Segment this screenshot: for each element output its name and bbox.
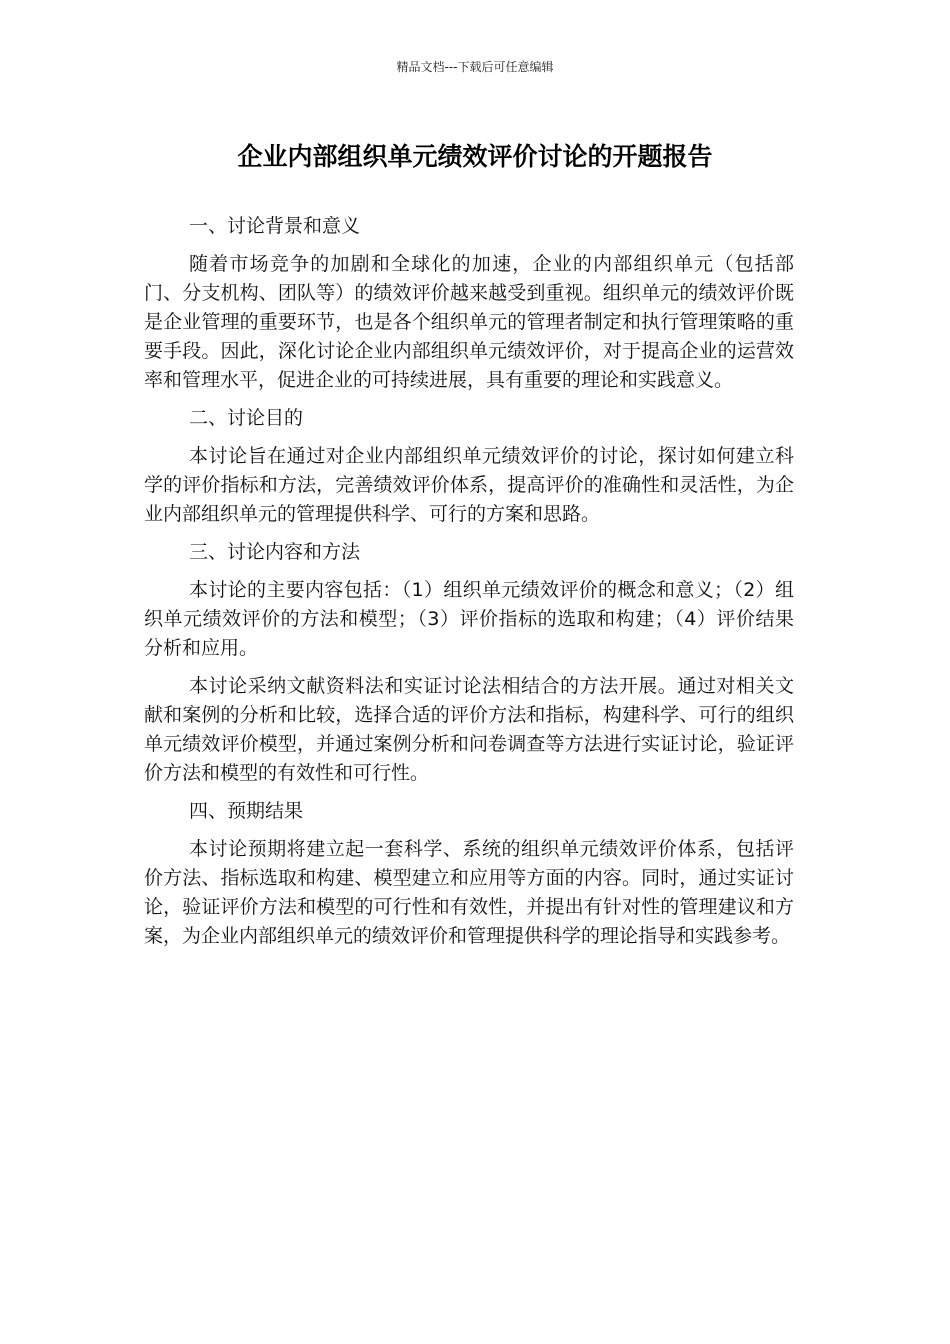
- section-heading: 四、预期结果: [189, 800, 304, 822]
- paragraph: 本讨论预期将建立起一套科学、系统的组织单元绩效评价体系，包括评价方法、指标选取和构建、模型建立和应用等方面的内容。同时，通过实证讨论，验证评价方法和模型的可行性和有效性，并提出有针对性的管理建议和方案，为企业内部组织单元的绩效评价和管理提供科学的理论指导和实践参考。: [144, 838, 794, 947]
- paragraph: 本讨论采纳文献资料法和实证讨论法相结合的方法开展。通过对相关文献和案例的分析和比较，选择合适的评价方法和指标，构建科学、可行的组织单元绩效评价模型，并通过案例分析和问卷调查等方法进行实证讨论，验证评价方法和模型的有效性和可行性。: [144, 675, 794, 784]
- paragraph: 本讨论的主要内容包括：（1）组织单元绩效评价的概念和意义；（2）组织单元绩效评价的方法和模型；（3）评价指标的选取和构建；（4）评价结果分析和应用。: [144, 579, 794, 659]
- document-body: [144, 212, 794, 960]
- section-background: [144, 212, 794, 395]
- section-heading: 一、讨论背景和意义: [189, 215, 361, 237]
- document-title: 企业内部组织单元绩效评价讨论的开题报告: [237, 142, 713, 171]
- section-purpose: [144, 404, 794, 529]
- section-content-methods: [144, 538, 794, 788]
- section-heading: 二、讨论目的: [189, 407, 304, 429]
- header-note: 精品文档---下载后可任意编辑: [396, 60, 554, 74]
- section-heading: 三、讨论内容和方法: [189, 541, 361, 563]
- paragraph: 随着市场竞争的加剧和全球化的加速，企业的内部组织单元（包括部门、分支机构、团队等）的绩效评价越来越受到重视。组织单元的绩效评价既是企业管理的重要环节，也是各个组织单元的管理者制定和执行管理策略的重要手段。因此，深化讨论企业内部组织单元绩效评价，对于提高企业的运营效率和管理水平，促进企业的可持续进展，具有重要的理论和实践意义。: [144, 253, 794, 391]
- section-expected-results: [144, 797, 794, 951]
- paragraph: 本讨论旨在通过对企业内部组织单元绩效评价的讨论，探讨如何建立科学的评价指标和方法，完善绩效评价体系，提高评价的准确性和灵活性，为企业内部组织单元的管理提供科学、可行的方案和思路。: [144, 445, 794, 525]
